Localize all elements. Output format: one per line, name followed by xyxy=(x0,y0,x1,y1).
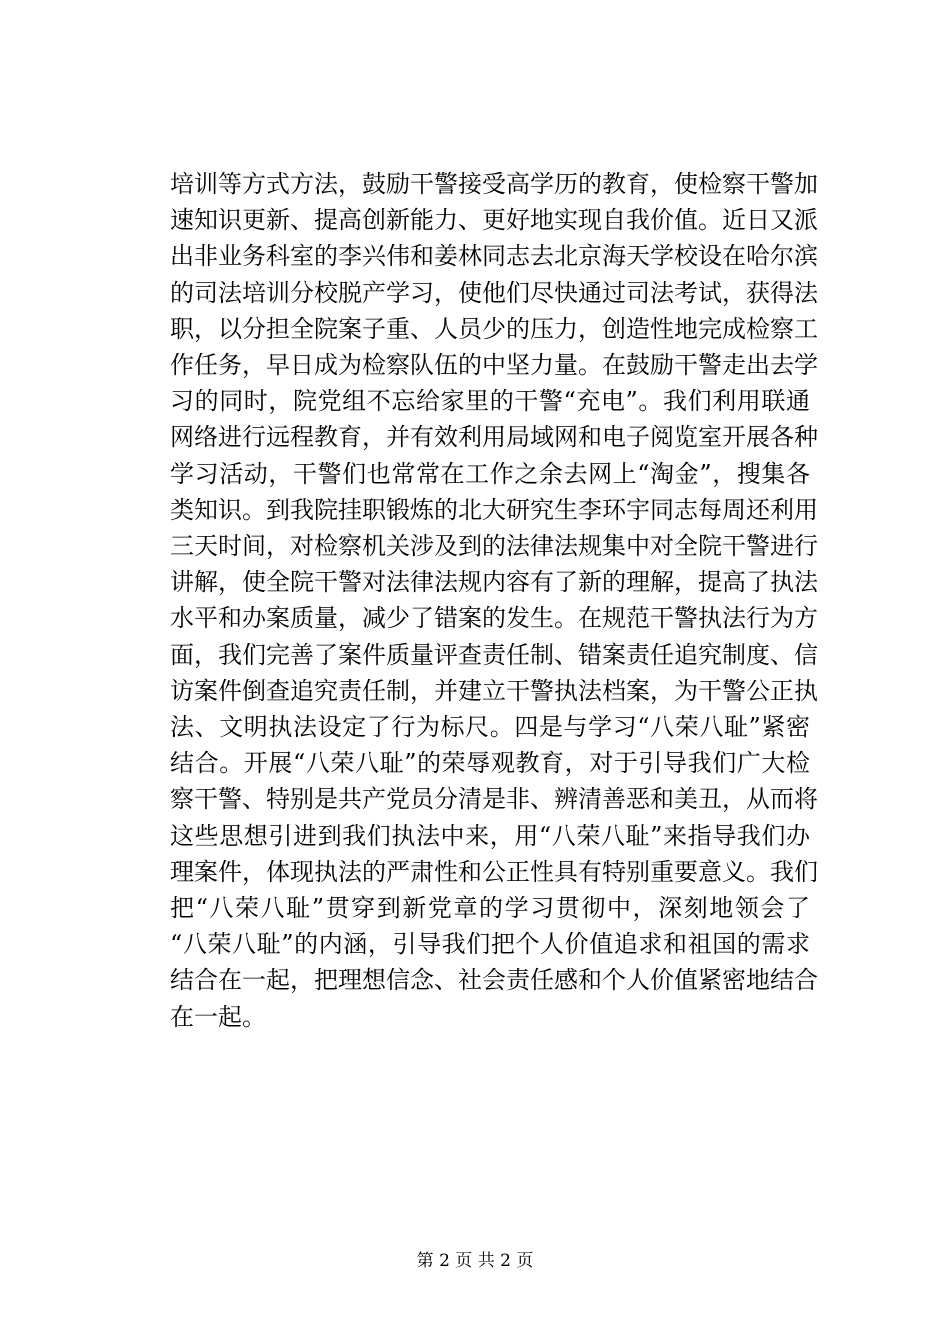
body-paragraph xyxy=(170,166,818,1035)
paragraph-line: 的司法培训分校脱产学习，使他们尽快通过司法考试，获得法 xyxy=(170,278,818,307)
paragraph-line: 网络进行远程教育，并有效利用局域网和电子阅览室开展各种 xyxy=(170,423,818,452)
paragraph-line: 讲解，使全院干警对法律法规内容有了新的理解，提高了执法 xyxy=(170,568,818,597)
paragraph-line: 类知识。到我院挂职锻炼的北大研究生李环宇同志每周还利用 xyxy=(170,495,818,524)
page-number-label: 第 2 页 共 2 页 xyxy=(416,1251,534,1271)
paragraph-line: 访案件倒查追究责任制，并建立干警执法档案，为干警公正执 xyxy=(170,676,818,705)
paragraph-line: 把“八荣八耻”贯穿到新党章的学习贯彻中，深刻地领会了 xyxy=(170,894,810,923)
paragraph-line: 面，我们完善了案件质量评查责任制、错案责任追究制度、信 xyxy=(170,640,818,669)
paragraph-line: 理案件，体现执法的严肃性和公正性具有特别重要意义。我们 xyxy=(170,857,818,886)
paragraph-line: 这些思想引进到我们执法中来，用“八荣八耻”来指导我们办 xyxy=(170,821,810,850)
page-footer xyxy=(0,1246,950,1271)
paragraph-line: 习的同时，院党组不忘给家里的干警“充电”。我们利用联通 xyxy=(170,387,810,416)
paragraph-line: 结合在一起，把理想信念、社会责任感和个人价值紧密地结合 xyxy=(170,966,818,995)
paragraph-line: 三天时间，对检察机关涉及到的法律法规集中对全院干警进行 xyxy=(170,532,818,561)
paragraph-line: 在一起。 xyxy=(170,1002,266,1031)
paragraph-line: 学习活动，干警们也常常在工作之余去网上“淘金”，搜集各 xyxy=(170,459,810,488)
paragraph-line: 培训等方式方法，鼓励干警接受高学历的教育，使检察干警加 xyxy=(170,170,818,198)
paragraph-line: 水平和办案质量，减少了错案的发生。在规范干警执法行为方 xyxy=(170,604,818,633)
paragraph-line: 职，以分担全院案子重、人员少的压力，创造性地完成检察工 xyxy=(170,314,818,343)
paragraph-line: 结合。开展“八荣八耻”的荣辱观教育，对于引导我们广大检 xyxy=(170,749,810,778)
paragraph-line: “八荣八耻”的内涵，引导我们把个人价值追求和祖国的需求 xyxy=(170,930,810,959)
paragraph-line: 法、文明执法设定了行为标尺。四是与学习“八荣八耻”紧密 xyxy=(170,713,810,742)
paragraph-line: 察干警、特别是共产党员分清是非、辨清善恶和美丑，从而将 xyxy=(170,785,818,814)
paragraph-line: 作任务，早日成为检察队伍的中坚力量。在鼓励干警走出去学 xyxy=(170,351,818,380)
paragraph-line: 速知识更新、提高创新能力、更好地实现自我价值。近日又派 xyxy=(170,206,818,235)
paragraph-line: 出非业务科室的李兴伟和姜林同志去北京海天学校设在哈尔滨 xyxy=(170,242,818,271)
